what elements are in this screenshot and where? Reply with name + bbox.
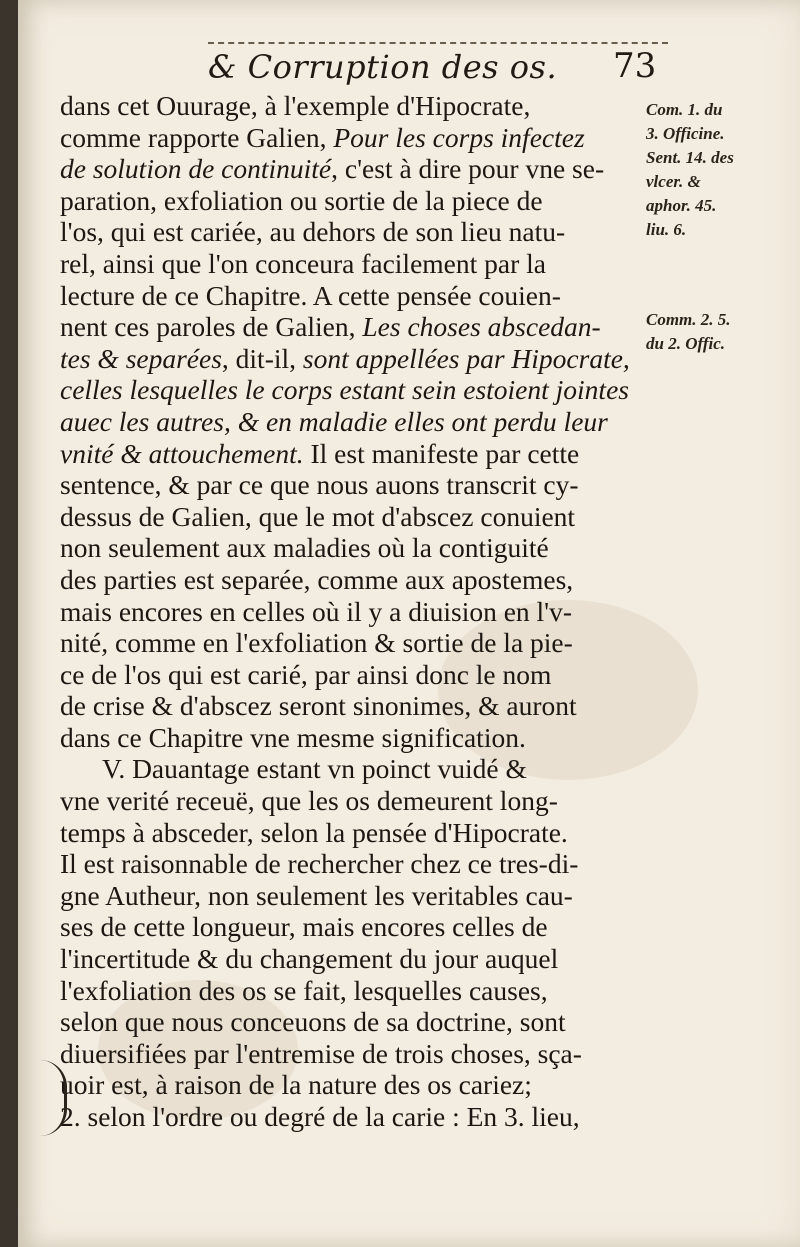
roman-segment: gne Autheur, non seulement les veritables cau- (60, 879, 573, 911)
italic-segment: sont appellées par Hipocrate, (302, 342, 630, 374)
roman-segment: V. Dauantage estant vn poinct vuidé & (102, 753, 527, 785)
roman-segment: nent ces paroles de Galien, (60, 311, 363, 343)
text-line (60, 216, 658, 248)
italic-segment: Pour les corps infectez (333, 121, 585, 153)
text-line (60, 185, 658, 217)
roman-segment: diuersifiées par l'entremise de trois choses, sça- (60, 1037, 582, 1069)
running-head (58, 42, 658, 92)
roman-segment: dessus de Galien, que le mot d'abscez conuient (60, 500, 576, 532)
roman-segment: de crise & d'abscez seront sinonimes, & auront (60, 690, 577, 722)
margin-note-line: liu. 6. (646, 220, 687, 239)
roman-segment: ce de l'os qui est carié, par ainsi donc le nom (60, 658, 552, 690)
text-line (60, 248, 658, 280)
roman-segment: des parties est separée, comme aux apostemes, (60, 563, 574, 595)
text-line (60, 280, 658, 312)
margin-note-line: aphor. 45. (646, 196, 717, 215)
roman-segment: dans ce Chapitre vne mesme signification. (60, 721, 526, 753)
text-line (60, 880, 658, 912)
text-line (60, 753, 658, 785)
roman-segment: ses de cette longueur, mais encores celles de (60, 911, 548, 943)
roman-segment: nité, comme en l'exfoliation & sortie de la pie- (60, 627, 573, 659)
italic-segment: de solution de continuité (60, 153, 332, 185)
text-line (60, 1006, 658, 1038)
roman-segment: l'os, qui est cariée, au dehors de son lieu natu- (60, 216, 566, 248)
text-line (60, 532, 658, 564)
running-title: & Corruption des os. (208, 48, 558, 86)
text-line (60, 564, 658, 596)
text-line (60, 1069, 658, 1101)
text-line (60, 122, 658, 154)
page-number: 73 (613, 46, 657, 86)
text-line (60, 343, 658, 375)
text-line (60, 469, 658, 501)
roman-segment: lecture de ce Chapitre. A cette pensée couien- (60, 279, 561, 311)
text-line (60, 722, 658, 754)
italic-segment: auec les autres, & en maladie elles ont perdu leur (60, 405, 608, 437)
italic-segment: Les choses abscedan- (362, 311, 601, 343)
roman-segment: vne verité receuë, que les os demeurent long- (60, 785, 558, 817)
text-line (60, 90, 658, 122)
roman-segment: uoir est, à raison de la nature des os cariez; (60, 1069, 532, 1101)
margin-note-line: Comm. 2. 5. (646, 310, 731, 329)
header-rule (208, 42, 668, 44)
roman-segment: rel, ainsi que l'on conceura facilement par la (60, 247, 546, 279)
roman-segment: l'incertitude & du changement du jour auquel (60, 943, 559, 975)
margin-note-line: du 2. Offic. (646, 334, 726, 353)
roman-segment: selon que nous conceuons de sa doctrine, sont (60, 1006, 566, 1038)
roman-segment: sentence, & par ce que nous auons transcrit cy- (60, 469, 579, 501)
text-line (60, 501, 658, 533)
roman-segment: comme rapporte Galien, (60, 121, 334, 153)
text-line (60, 153, 658, 185)
italic-segment: celles lesquelles le corps estant sein estoient jointes (60, 374, 629, 406)
margin-note-1 (646, 98, 796, 242)
roman-segment: dans cet Ouurage, à l'exemple d'Hipocrate, (60, 90, 531, 121)
text-line (60, 406, 658, 438)
roman-segment: , c'est à dire pour vne se- (331, 153, 605, 185)
body-text (60, 90, 658, 1133)
roman-segment: Il est raisonnable de rechercher chez ce tres-di- (60, 848, 579, 880)
roman-segment: mais encores en celles où il y a diuision en l'v- (60, 595, 573, 627)
text-line (60, 975, 658, 1007)
text-line (60, 438, 658, 470)
book-page (18, 0, 800, 1247)
text-line (60, 1038, 658, 1070)
text-line (60, 817, 658, 849)
roman-segment: temps à absceder, selon la pensée d'Hipocrate. (60, 816, 568, 848)
text-line (60, 374, 658, 406)
italic-segment: vnité & attouchement. (60, 437, 304, 469)
text-line (60, 911, 658, 943)
margin-note-line: Com. 1. du (646, 100, 723, 119)
roman-segment: non seulement aux maladies où la contiguité (60, 532, 549, 564)
text-line (60, 1101, 658, 1133)
text-line (60, 596, 658, 628)
text-line (60, 785, 658, 817)
margin-note-2 (646, 308, 796, 356)
margin-note-line: vlcer. & (646, 172, 701, 191)
roman-segment: l'exfoliation des os se fait, lesquelles causes, (60, 974, 548, 1006)
margin-note-line: Sent. 14. des (646, 148, 734, 167)
text-line (60, 848, 658, 880)
italic-segment: tes & separées (60, 342, 222, 374)
margin-note-line: 3. Officine. (646, 124, 725, 143)
roman-segment: paration, exfoliation ou sortie de la piece de (60, 184, 543, 216)
text-line (60, 627, 658, 659)
roman-segment: Il est manifeste par cette (303, 437, 580, 469)
text-line (60, 659, 658, 691)
roman-segment: 2. selon l'ordre ou degré de la carie : En 3. lieu, (60, 1101, 580, 1132)
text-line (60, 690, 658, 722)
text-line (60, 943, 658, 975)
roman-segment: , dit-il, (221, 342, 303, 374)
text-line (60, 311, 658, 343)
